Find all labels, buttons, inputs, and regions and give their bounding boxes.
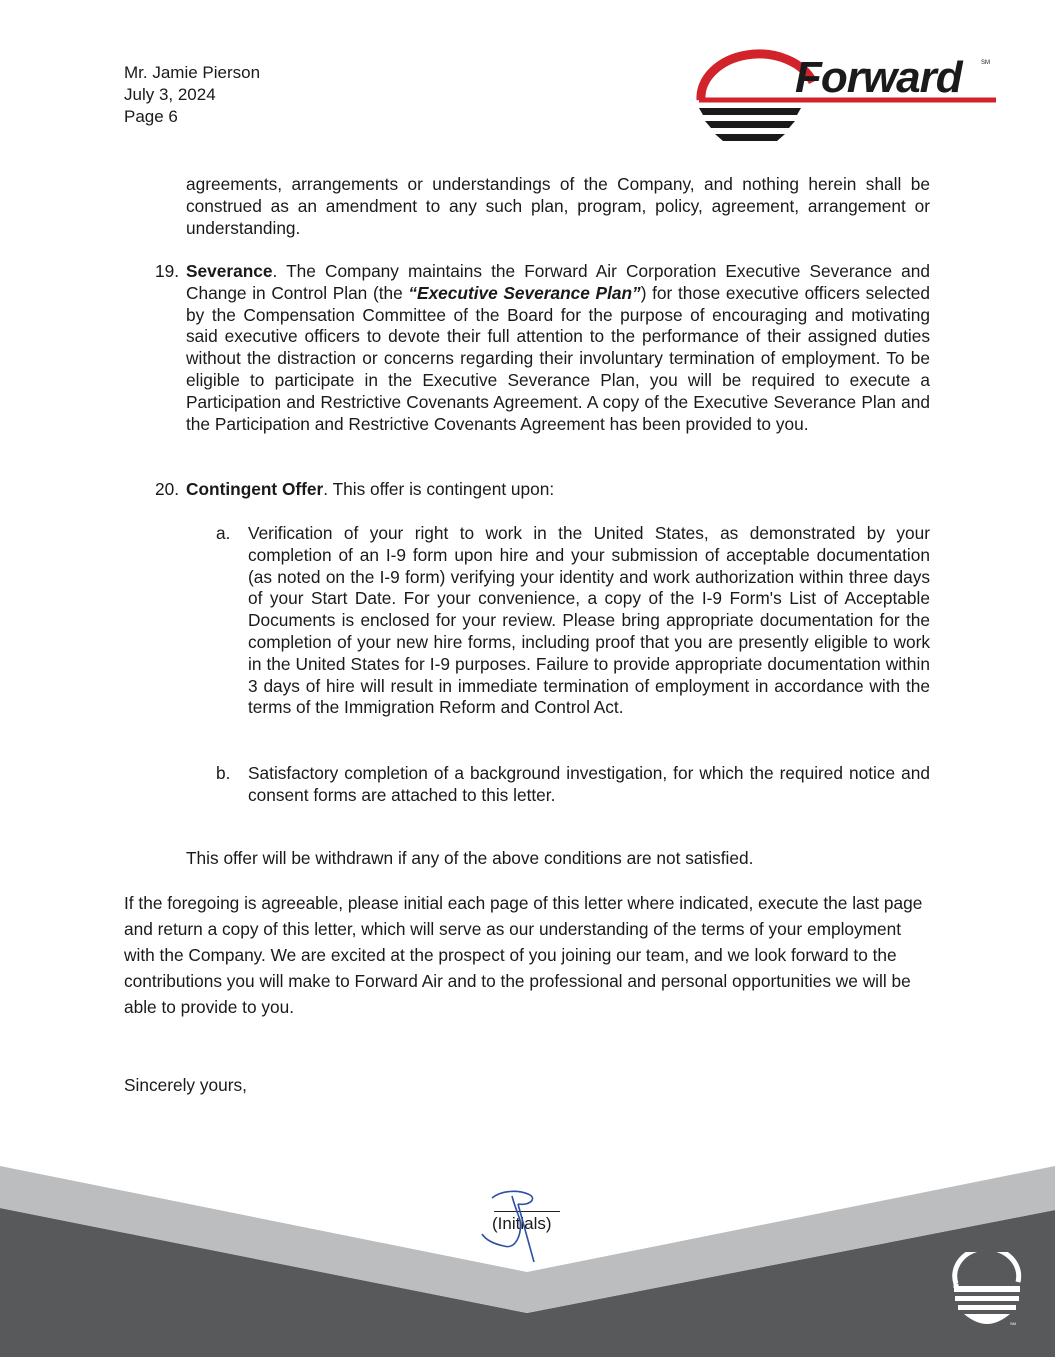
condition-text: Verification of your right to work in the United States, as demonstrated by your completion of an I-9 form upon hire and your submission of acceptable documentation (as noted on the I-9 form) verifying your identity and work authorization within three days of your Start Date. For your convenience, a copy of the I-9 Form's List of Acceptable Documents is enclosed for your review. Please bring appropriate documentation for the completion of your new hire forms, including proof that you are presently eligible to work in the United States for I-9 purposes. Failure to provide appropriate documentation within 3 days of hire will result in immediate termination of employment in accordance with the terms of the Immigration Reform and Control Act. xyxy=(248,523,930,718)
footer-mark-service-mark: SM xyxy=(1010,1321,1016,1326)
forward-sun-mark-icon xyxy=(948,1252,1028,1332)
initials-label: (Initials) xyxy=(492,1214,552,1233)
section-body: . This offer is contingent upon: xyxy=(323,479,555,499)
logo-service-mark: SM xyxy=(981,60,990,66)
section-body-end: ) for those executive officers selected by the Compensation Committee of the Board for the purpose of encouraging and motivating said executive officers to devote their full attention to the performance of their assigned duties without the distraction or concerns regarding their involuntary termination of employment. To be eligible to participate in the Executive Severance Plan, you will be required to execute a Participation and Restrictive Covenants Agreement. A copy of the Executive Severance Plan and the Participation and Restrictive Covenants Agreement has been provided to you. xyxy=(186,282,930,434)
continued-paragraph: agreements, arrangements or understandings of the Company, and nothing herein shall be construed as an amendment to any such plan, program, policy, agreement, arrangement or understanding. xyxy=(186,174,930,238)
section-text xyxy=(186,479,930,501)
section-text xyxy=(186,261,930,435)
logo-wordmark: Forward xyxy=(795,53,962,102)
condition-item-a xyxy=(216,523,930,719)
section-number: 20. xyxy=(155,479,180,499)
defined-term: “Executive Severance Plan” xyxy=(408,282,641,303)
handwritten-initials-signature xyxy=(478,1184,568,1266)
closing-paragraph: If the foregoing is agreeable, please initial each page of this letter where indicated, execute the last page and return a copy of this letter, which will serve as our understanding of the terms of your employment with the Company. We are excited at the prospect of you joining our team, and we look forward to the contributions you will make to Forward Air and to the professional and personal opportunities we will be able to provide to you. xyxy=(124,893,923,1017)
condition-label: b. xyxy=(216,763,231,783)
page-number: Page 6 xyxy=(124,107,178,126)
condition-label: a. xyxy=(216,523,231,543)
condition-item-b xyxy=(216,763,930,807)
section-title: Contingent Offer xyxy=(186,479,324,499)
section-title: Severance xyxy=(186,261,273,281)
letter-date: July 3, 2024 xyxy=(124,85,216,104)
recipient-name: Mr. Jamie Pierson xyxy=(124,63,261,82)
section-contingent-offer xyxy=(155,479,930,501)
section-body-start: . The Company maintains the Forward Air Corporation Executive Severance and Change in Control Plan (the xyxy=(186,261,930,303)
section-severance xyxy=(155,261,930,435)
letter-header xyxy=(124,62,260,128)
forward-logo xyxy=(693,48,1003,148)
withdrawal-notice: This offer will be withdrawn if any of the above conditions are not satisfied. xyxy=(186,848,754,868)
condition-text: Satisfactory completion of a background investigation, for which the required notice and consent forms are attached to this letter. xyxy=(248,763,930,805)
section-number: 19. xyxy=(155,261,180,281)
sign-off: Sincerely yours, xyxy=(124,1075,247,1095)
